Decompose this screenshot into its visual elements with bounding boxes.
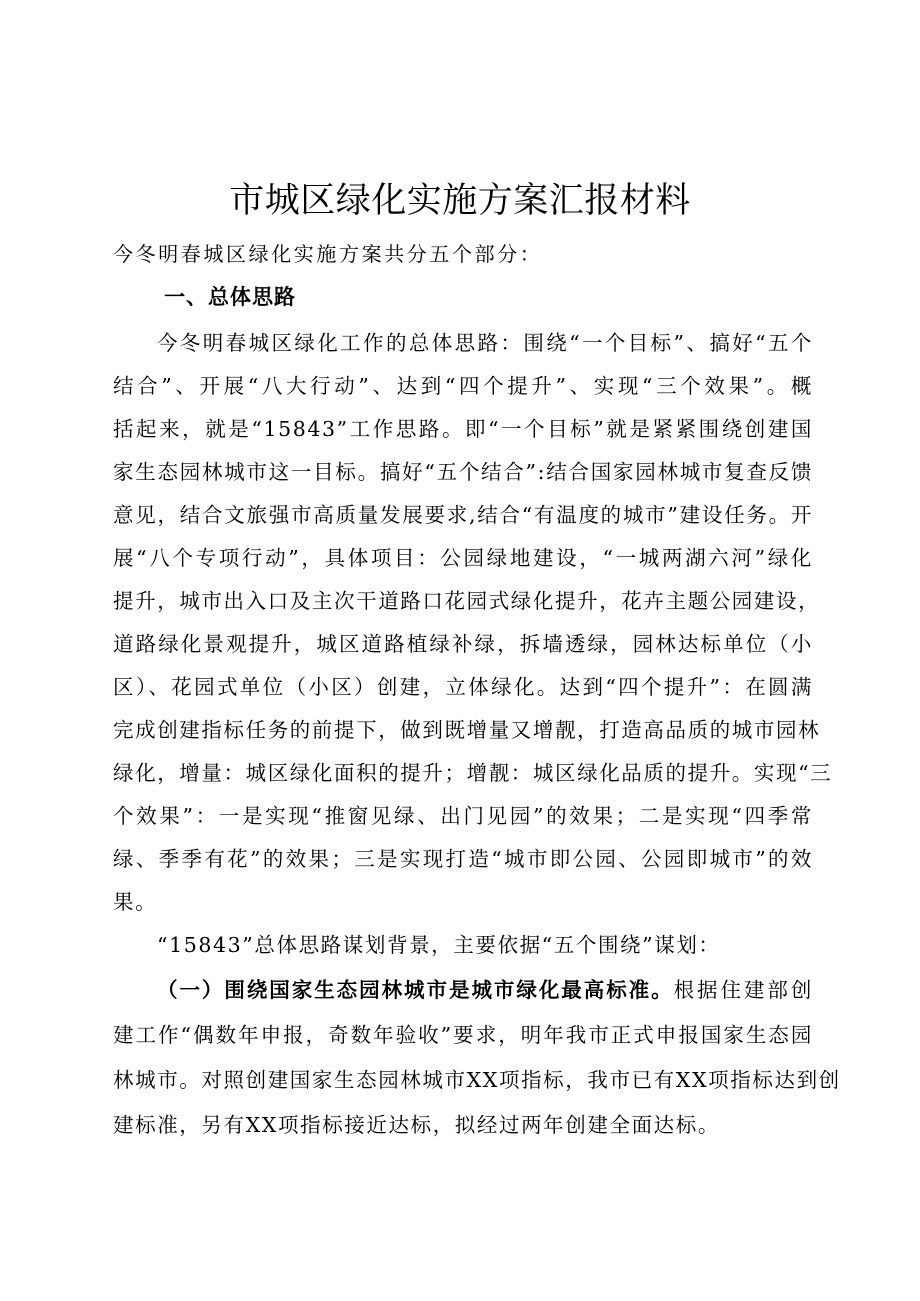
paragraph-line: 展“八个专项行动”，具体项目：公园绿地建设，“一城两湖六河”绿化: [113, 546, 813, 570]
paragraph-line: 林城市。对照创建国家生态园林城市XX项指标，我市已有XX项指标达到创: [113, 1068, 841, 1092]
paragraph-line: 建标准，另有XX项指标接近达标，拟经过两年创建全面达标。: [113, 1113, 720, 1137]
subsection-one-first-line-rest: 根据住建部创: [673, 978, 813, 1002]
subsection-one-lead: （一）围绕国家生态园林城市是城市绿化最高标准。: [157, 978, 674, 1002]
overall-idea-paragraph: [113, 322, 833, 924]
paragraph-line: 提升，城市出入口及主次干道路口花园式绿化提升，花卉主题公园建设，: [113, 589, 821, 613]
section-heading-overall-idea: 一、总体思路: [164, 285, 296, 309]
paragraph-line: 绿、季季有花”的效果；三是实现打造“城市即公园、公园即城市”的效: [113, 847, 813, 871]
paragraph-line: 意见，结合文旅强市高质量发展要求,结合“有温度的城市”建设任务。开: [113, 503, 813, 527]
subsection-one-paragraph: [113, 968, 841, 1148]
paragraph-line: 区）、花园式单位（小区）创建，立体绿化。达到“四个提升”：在圆满: [113, 675, 813, 699]
paragraph-line: 括起来，就是“15843”工作思路。即“一个目标”就是紧紧围绕创建国: [113, 417, 813, 441]
paragraph-line: [113, 968, 813, 1013]
paragraph-line: 建工作“偶数年申报，奇数年验收”要求，明年我市正式申报国家生态园: [113, 1023, 813, 1047]
paragraph-line: 绿化，增量：城区绿化面积的提升；增靓：城区绿化品质的提升。实现“三: [113, 761, 833, 785]
paragraph-line: 道路绿化景观提升，城区道路植绿补绿，拆墙透绿，园林达标单位（小: [113, 632, 813, 656]
paragraph-line: 今冬明春城区绿化工作的总体思路：围绕“一个目标”、搞好“五个: [157, 331, 813, 355]
paragraph-line: 结合”、开展“八大行动”、达到“四个提升”、实现“三个效果”。概: [113, 374, 813, 398]
intro-text: 今冬明春城区绿化实施方案共分五个部分：: [113, 242, 543, 266]
paragraph-line: 完成创建指标任务的前提下，做到既增量又增靓，打造高品质的城市园林: [113, 718, 821, 742]
paragraph-line: 果。: [113, 890, 158, 914]
paragraph-line: 个效果”：一是实现“推窗见绿、出门见园”的效果；二是实现“四季常: [113, 804, 813, 828]
background-paragraph: “15843”总体思路谋划背景，主要依据“五个围绕”谋划：: [157, 933, 721, 957]
document-title: 市城区绿化实施方案汇报材料: [229, 181, 691, 221]
paragraph-line: 家生态园林城市这一目标。搞好“五个结合”:结合国家园林城市复查反馈: [113, 460, 813, 484]
